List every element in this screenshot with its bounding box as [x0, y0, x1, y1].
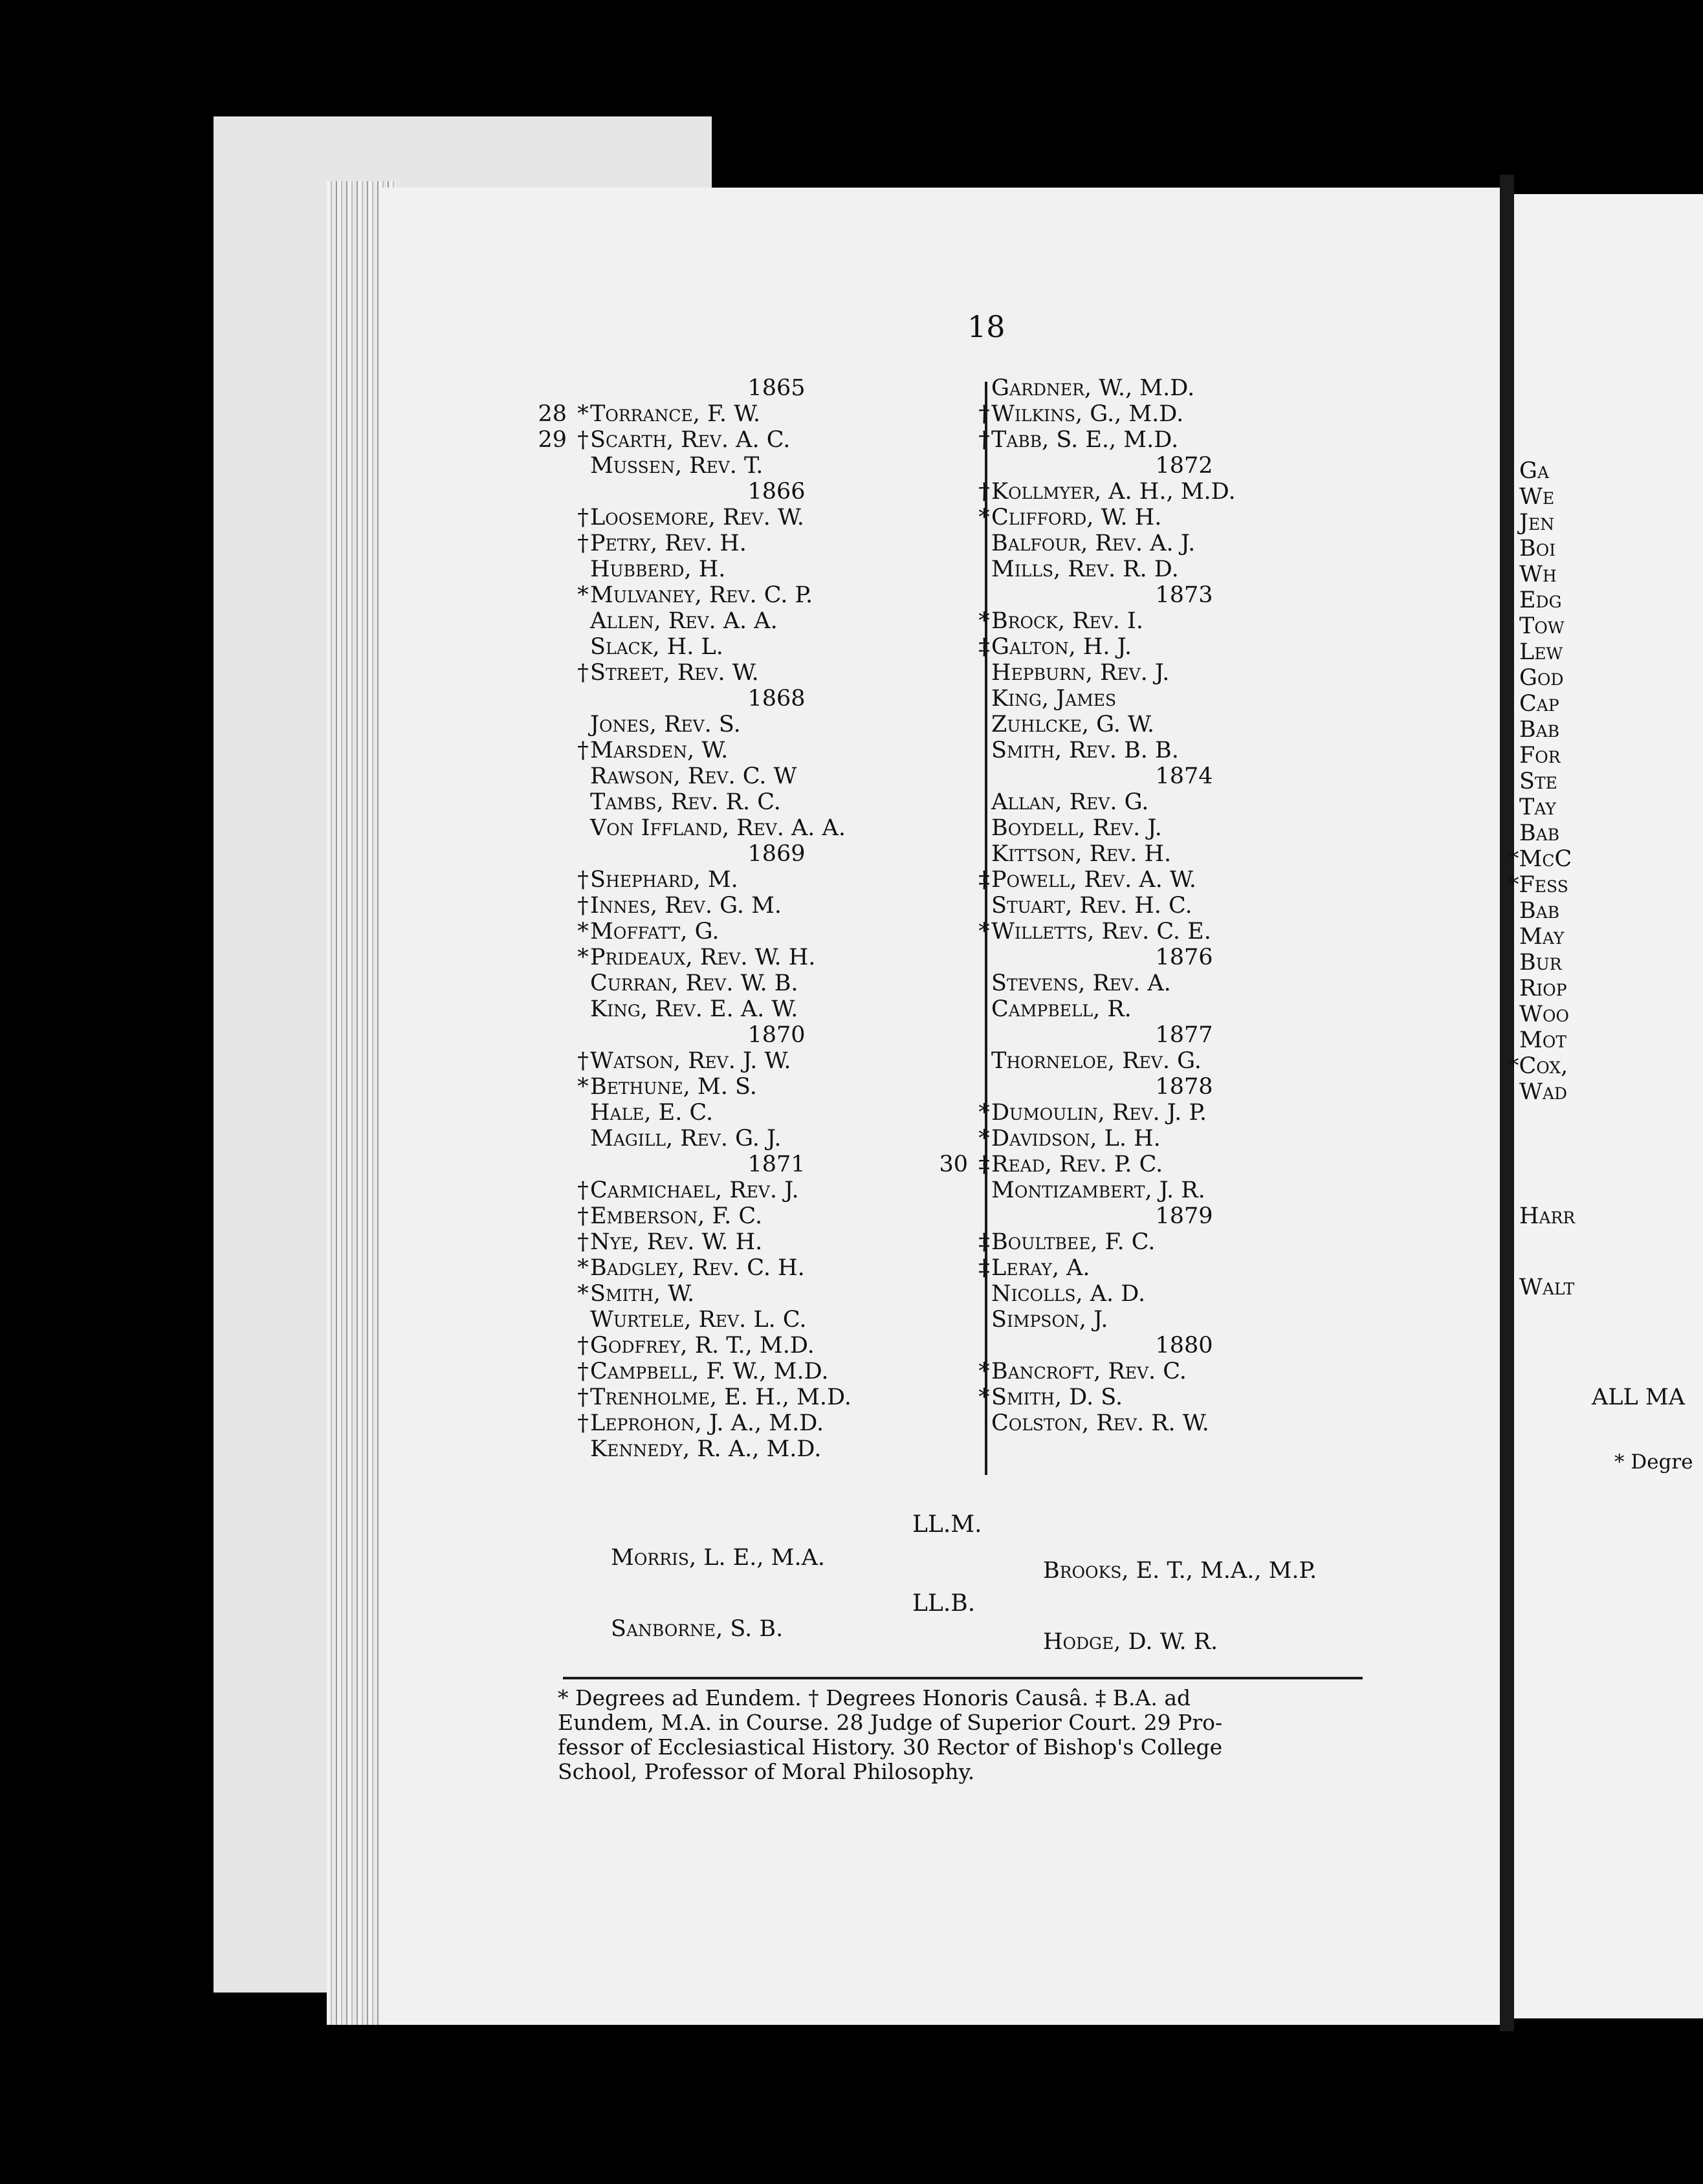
degree-symbol: † — [978, 401, 990, 427]
graduate-name: Street, Rev. W. — [590, 660, 759, 686]
graduate-entry — [977, 479, 1391, 505]
graduate-name: Magill, Rev. G. J. — [590, 1126, 782, 1152]
graduate-entry — [977, 1281, 1391, 1307]
graduate-name: Nye, Rev. W. H. — [590, 1229, 763, 1255]
degree-symbol: * — [978, 1384, 990, 1410]
graduate-entry — [576, 763, 977, 789]
graduate-name: Allen, Rev. A. A. — [590, 608, 778, 634]
graduate-name: Von Iffland, Rev. A. A. — [590, 815, 846, 841]
graduate-name: Godfrey, R. T., M.D. — [590, 1333, 815, 1359]
right-fragment-all-ma: ALL MA — [1592, 1384, 1685, 1410]
graduate-name: Leprohon, J. A., M.D. — [590, 1410, 824, 1436]
graduate-entry — [977, 608, 1391, 634]
degree-symbol: ‡ — [978, 1152, 990, 1177]
degree-symbol: * — [978, 919, 990, 945]
graduate-entry — [576, 789, 977, 815]
graduate-name: Read, Rev. P. C. — [991, 1152, 1163, 1177]
graduate-name: Bancroft, Rev. C. — [991, 1359, 1187, 1384]
graduate-name: Colston, Rev. R. W. — [991, 1410, 1209, 1436]
graduate-name: Hale, E. C. — [590, 1100, 714, 1126]
graduate-entry — [977, 1177, 1391, 1203]
year-heading: 1876 — [1155, 945, 1213, 970]
right-page-name-fragment: *Fess — [1508, 872, 1568, 898]
graduate-name: Stevens, Rev. A. — [991, 970, 1171, 996]
book-gutter — [1500, 175, 1514, 2031]
graduate-entry — [977, 1384, 1391, 1410]
graduate-name: Badgley, Rev. C. H. — [590, 1255, 805, 1281]
right-page-name-fragment: Cap — [1519, 691, 1559, 717]
graduate-entry — [977, 1100, 1391, 1126]
degree-symbol: * — [978, 1359, 990, 1384]
graduate-name: Slack, H. L. — [590, 634, 723, 660]
graduate-name: Torrance, F. W. — [590, 401, 761, 427]
year-heading: 1873 — [1155, 582, 1213, 608]
graduate-name: Campbell, F. W., M.D. — [590, 1359, 829, 1384]
right-page-name-fragment: Riop — [1519, 976, 1567, 1001]
right-page-name-fragment: *McC — [1508, 846, 1572, 872]
graduate-entry — [576, 556, 977, 582]
year-heading: 1870 — [747, 1022, 806, 1048]
right-page-name-fragment: Bab — [1519, 717, 1560, 743]
middle-name-column — [939, 375, 1391, 1436]
graduate-entry — [576, 737, 977, 763]
degree-symbol: † — [577, 1359, 589, 1384]
degree-symbol: † — [577, 1384, 589, 1410]
right-page-name-fragment: Bur — [1519, 950, 1562, 976]
year-heading: 1868 — [747, 686, 806, 712]
right-page-name-fragment: Ste — [1519, 769, 1557, 794]
graduate-name: Campbell, R. — [991, 996, 1132, 1022]
graduate-entry — [977, 1048, 1391, 1074]
degree-symbol: ‡ — [978, 1229, 990, 1255]
graduate-name: Petry, Rev. H. — [590, 530, 747, 556]
graduate-entry — [576, 996, 977, 1022]
degree-symbol: * — [577, 1255, 589, 1281]
right-page-name-fragment: Tay — [1519, 794, 1556, 820]
graduate-name: Tambs, Rev. R. C. — [590, 789, 781, 815]
graduate-entry — [977, 427, 1391, 453]
graduate-name: Prideaux, Rev. W. H. — [590, 945, 816, 970]
graduate-entry — [576, 1177, 977, 1203]
graduate-entry — [576, 1333, 977, 1359]
year-heading: 1874 — [1155, 763, 1213, 789]
graduate-entry — [576, 1436, 977, 1462]
year-heading: 1872 — [1155, 453, 1213, 479]
graduate-name: Gardner, W., M.D. — [991, 375, 1195, 401]
graduate-entry — [576, 1359, 977, 1384]
degree-symbol: * — [978, 505, 990, 530]
degree-symbol: * — [577, 945, 589, 970]
year-heading: 1871 — [747, 1152, 806, 1177]
graduate-name: Tabb, S. E., M.D. — [991, 427, 1179, 453]
degree-symbol: * — [577, 582, 589, 608]
graduate-entry — [977, 505, 1391, 530]
llm-left-name: Morris, L. E., M.A. — [611, 1545, 826, 1571]
right-page-name-fragment: Edg — [1519, 587, 1562, 613]
graduate-name: Kennedy, R. A., M.D. — [590, 1436, 822, 1462]
graduate-entry — [576, 945, 977, 970]
graduate-name: Boydell, Rev. J. — [991, 815, 1162, 841]
footnote — [558, 1686, 1367, 1784]
year-heading: 1865 — [747, 375, 806, 401]
graduate-name: Wurtele, Rev. L. C. — [590, 1307, 807, 1333]
graduate-entry — [977, 1255, 1391, 1281]
degree-symbol: † — [577, 1229, 589, 1255]
graduate-entry — [576, 712, 977, 737]
graduate-entry — [576, 1048, 977, 1074]
degree-symbol: † — [577, 660, 589, 686]
right-page-name-fragment: May — [1519, 924, 1565, 950]
right-page-name-fragment: Lew — [1519, 639, 1563, 665]
graduate-entry — [977, 530, 1391, 556]
graduate-name: Powell, Rev. A. W. — [991, 867, 1196, 893]
right-page-name-fragment: Boi — [1519, 536, 1556, 562]
graduate-name: Stuart, Rev. H. C. — [991, 893, 1192, 919]
graduate-entry — [977, 556, 1391, 582]
graduate-entry — [576, 608, 977, 634]
graduate-entry — [977, 919, 1391, 945]
degree-symbol: * — [577, 401, 589, 427]
graduate-name: Loosemore, Rev. W. — [590, 505, 804, 530]
degree-symbol: * — [577, 1074, 589, 1100]
degree-symbol: † — [577, 867, 589, 893]
right-fragment-harr: Harr — [1519, 1203, 1576, 1229]
graduate-name: Zuhlcke, G. W. — [991, 712, 1155, 737]
graduate-name: Kittson, Rev. H. — [991, 841, 1172, 867]
graduate-name: Hubberd, H. — [590, 556, 726, 582]
graduate-entry — [977, 1410, 1391, 1436]
graduate-name: Brock, Rev. I. — [991, 608, 1143, 634]
graduate-entry — [977, 712, 1391, 737]
right-page-name-fragment: Wh — [1519, 562, 1557, 587]
right-page-name-fragment: Bab — [1519, 898, 1560, 924]
year-heading: 1878 — [1155, 1074, 1213, 1100]
graduate-name: Willetts, Rev. C. E. — [991, 919, 1211, 945]
graduate-name: Emberson, F. C. — [590, 1203, 763, 1229]
graduate-name: Leray, A. — [991, 1255, 1090, 1281]
degree-symbol: * — [577, 919, 589, 945]
right-page-name-fragment: Bab — [1519, 820, 1560, 846]
graduate-name: Mills, Rev. R. D. — [991, 556, 1179, 582]
graduate-name: Trenholme, E. H., M.D. — [590, 1384, 852, 1410]
graduate-entry — [977, 1126, 1391, 1152]
degree-symbol: * — [978, 1100, 990, 1126]
graduate-entry — [977, 996, 1391, 1022]
degree-symbol: * — [577, 1281, 589, 1307]
footnote-line: School, Professor of Moral Philosophy. — [558, 1759, 975, 1784]
degree-symbol: † — [577, 737, 589, 763]
footnote-line: fessor of Ecclesiastical History. 30 Rector of Bishop's College — [558, 1734, 1223, 1760]
graduate-name: Rawson, Rev. C. W — [590, 763, 797, 789]
degree-symbol: † — [978, 479, 990, 505]
graduate-entry — [977, 686, 1391, 712]
graduate-name: Mulvaney, Rev. C. P. — [590, 582, 813, 608]
degree-symbol: † — [577, 427, 589, 453]
graduate-entry — [977, 1359, 1391, 1384]
graduate-entry — [977, 867, 1391, 893]
graduate-entry — [977, 634, 1391, 660]
degree-symbol: † — [978, 427, 990, 453]
graduate-name: Marsden, W. — [590, 737, 729, 763]
graduate-name: Moffatt, G. — [590, 919, 720, 945]
right-fragment-walt: Walt — [1519, 1274, 1575, 1300]
graduate-entry — [977, 789, 1391, 815]
graduate-entry — [977, 1229, 1391, 1255]
right-page-name-fragment: Wad — [1519, 1079, 1568, 1105]
right-page-name-fragment: Tow — [1519, 613, 1565, 639]
graduate-entry — [977, 970, 1391, 996]
right-fragment-degree: * Degre — [1614, 1450, 1693, 1474]
graduate-entry — [576, 634, 977, 660]
graduate-entry — [576, 1203, 977, 1229]
llm-right-name: Brooks, E. T., M.A., M.P. — [1043, 1558, 1317, 1584]
graduate-name: Watson, Rev. J. W. — [590, 1048, 791, 1074]
year-heading: 1879 — [1155, 1203, 1213, 1229]
degree-symbol: † — [577, 505, 589, 530]
graduate-name: Smith, Rev. B. B. — [991, 737, 1179, 763]
graduate-entry — [977, 737, 1391, 763]
graduate-name: Davidson, L. H. — [991, 1126, 1161, 1152]
graduate-entry — [576, 505, 977, 530]
right-page-name-fragment: Woo — [1519, 1001, 1569, 1027]
graduate-entry — [576, 660, 977, 686]
graduate-entry — [977, 893, 1391, 919]
graduate-name: Scarth, Rev. A. C. — [590, 427, 791, 453]
degree-symbol: ‡ — [978, 634, 990, 660]
year-heading: 1869 — [747, 841, 806, 867]
degree-symbol: † — [577, 1048, 589, 1074]
right-page-name-fragment: For — [1519, 743, 1561, 769]
footnote-line: Eundem, M.A. in Course. 28 Judge of Superior Court. 29 Pro- — [558, 1710, 1223, 1735]
degree-symbol: † — [577, 1333, 589, 1359]
graduate-entry — [977, 375, 1391, 401]
graduate-entry — [576, 970, 977, 996]
graduate-entry — [576, 1100, 977, 1126]
llb-heading: LL.B. — [912, 1590, 976, 1617]
graduate-entry — [576, 893, 977, 919]
graduate-name: Smith, D. S. — [991, 1384, 1123, 1410]
graduate-name: Kollmyer, A. H., M.D. — [991, 479, 1236, 505]
year-heading: 1877 — [1155, 1022, 1213, 1048]
right-page-name-fragment: Ga — [1519, 458, 1550, 484]
graduate-name: Bethune, M. S. — [590, 1074, 757, 1100]
graduate-name: Shephard, M. — [590, 867, 738, 893]
right-page-name-fragment: *Cox, — [1508, 1053, 1568, 1079]
graduate-name: Boultbee, F. C. — [991, 1229, 1156, 1255]
graduate-name: Thorneloe, Rev. G. — [991, 1048, 1202, 1074]
degree-symbol: † — [577, 1203, 589, 1229]
graduate-entry — [576, 1255, 977, 1281]
left-name-column — [538, 375, 977, 1462]
graduate-entry — [576, 1126, 977, 1152]
degree-symbol: † — [577, 893, 589, 919]
footnote-line: * Degrees ad Eundem. † Degrees Honoris Causâ. ‡ B.A. ad — [558, 1685, 1191, 1710]
graduate-name: Innes, Rev. G. M. — [590, 893, 782, 919]
right-page-name-fragment: God — [1519, 665, 1564, 691]
degree-symbol: † — [577, 1177, 589, 1203]
graduate-name: Curran, Rev. W. B. — [590, 970, 798, 996]
graduate-entry — [576, 1074, 977, 1100]
graduate-entry — [576, 453, 977, 479]
graduate-entry — [576, 815, 977, 841]
right-page-name-fragment: We — [1519, 484, 1555, 510]
page-number: 18 — [967, 309, 1005, 344]
graduate-entry — [977, 841, 1391, 867]
graduate-entry — [576, 1307, 977, 1333]
graduate-name: Clifford, W. H. — [991, 505, 1162, 530]
graduate-entry — [977, 401, 1391, 427]
graduate-entry: 30 ‡Read, Rev. P. C. — [939, 1152, 1163, 1177]
degree-symbol: † — [577, 1410, 589, 1436]
right-page-name-fragment: Jen — [1519, 510, 1555, 536]
graduate-entry — [977, 815, 1391, 841]
graduate-entry: 28 *Torrance, F. W. — [538, 401, 761, 427]
graduate-name: Dumoulin, Rev. J. P. — [991, 1100, 1207, 1126]
year-heading: 1880 — [1155, 1333, 1213, 1359]
graduate-entry — [576, 582, 977, 608]
graduate-entry — [576, 867, 977, 893]
graduate-entry — [977, 660, 1391, 686]
year-heading: 1866 — [747, 479, 806, 505]
graduate-entry — [977, 1307, 1391, 1333]
graduate-entry — [576, 530, 977, 556]
degree-symbol: ‡ — [978, 1255, 990, 1281]
graduate-name: Balfour, Rev. A. J. — [991, 530, 1196, 556]
graduate-entry — [576, 919, 977, 945]
graduate-entry: 29 †Scarth, Rev. A. C. — [538, 427, 791, 453]
graduate-name: Montizambert, J. R. — [991, 1177, 1205, 1203]
degree-symbol: * — [978, 1126, 990, 1152]
graduate-name: Mussen, Rev. T. — [590, 453, 764, 479]
footnote-rule — [563, 1677, 1363, 1679]
degree-symbol: † — [577, 530, 589, 556]
llb-right-name: Hodge, D. W. R. — [1043, 1629, 1218, 1655]
graduate-entry — [576, 1384, 977, 1410]
graduate-entry — [576, 1410, 977, 1436]
graduate-name: Simpson, J. — [991, 1307, 1108, 1333]
llb-left-name: Sanborne, S. B. — [611, 1616, 784, 1642]
degree-symbol: * — [978, 608, 990, 634]
graduate-name: Carmichael, Rev. J. — [590, 1177, 799, 1203]
graduate-entry — [576, 1229, 977, 1255]
llm-heading: LL.M. — [912, 1511, 982, 1538]
degree-symbol: ‡ — [978, 867, 990, 893]
right-page-name-fragment: Mot — [1519, 1027, 1567, 1053]
graduate-name: Galton, H. J. — [991, 634, 1132, 660]
graduate-name: Smith, W. — [590, 1281, 695, 1307]
graduate-entry — [576, 1281, 977, 1307]
graduate-name: Nicolls, A. D. — [991, 1281, 1146, 1307]
graduate-name: Jones, Rev. S. — [590, 712, 741, 737]
graduate-name: Wilkins, G., M.D. — [991, 401, 1184, 427]
graduate-name: Allan, Rev. G. — [991, 789, 1149, 815]
graduate-name: Hepburn, Rev. J. — [991, 660, 1170, 686]
graduate-name: King, James — [991, 686, 1117, 712]
graduate-name: King, Rev. E. A. W. — [590, 996, 798, 1022]
